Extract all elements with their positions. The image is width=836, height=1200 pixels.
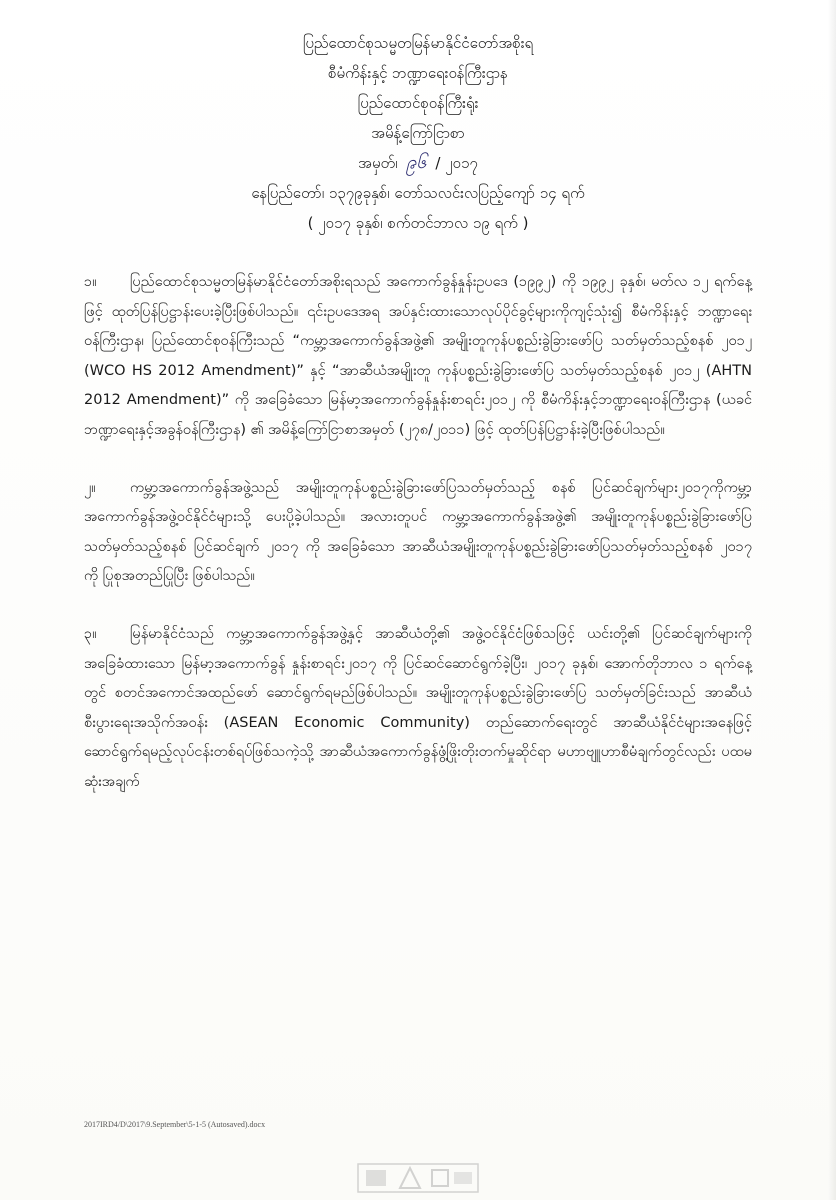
notification-number-prefix: အမှတ်၊ <box>358 154 398 172</box>
document-body <box>84 268 752 826</box>
document-header <box>0 28 836 238</box>
paragraph-1 <box>84 268 752 446</box>
union-minister-office: ပြည်ထောင်စုဝန်ကြီးရုံး <box>357 94 479 112</box>
notification-title: အမိန့်ကြော်ငြာစာ <box>371 124 465 142</box>
myanmar-date-line: နေပြည်တော်၊ ၁၃၇၉ခုနှစ်၊ တော်သလင်းလပြည့်ကျော် ၁၄ ရက် <box>251 184 585 202</box>
paragraph-3 <box>84 620 752 798</box>
ministry-name: စီမံကိန်းနှင့် ဘဏ္ဍာရေးဝန်ကြီးဌာန <box>328 64 508 82</box>
paragraph-number: ၁။ <box>84 274 97 290</box>
paragraph-text: ကမ္ဘာ့အကောက်ခွန်အဖွဲ့သည် အမျိုးတူကုန်ပစ္စည်းခွဲခြားဖော်ပြသတ်မှတ်သည့် စနစ် ပြင်ဆင်ချက်များ၂၀၁၇ကိုကမ္ဘာ့အကောက်ခွန်အဖွဲ့ဝင်နိုင်ငံများသို့ ပေးပို့ခဲ့ပါသည်။ အလားတူပင် ကမ္ဘာ့အကောက်ခွန်အဖွဲ့၏ အမျိုးတူကုန်ပစ္စည်းခွဲခြားဖော်ပြသတ်မှတ်သည့်စနစ် ပြင်ဆင်ချက် ၂၀၁၇ ကို အခြေခံသော အာဆီယံအမျိုးတူကုန်ပစ္စည်းခွဲခြားဖော်ပြသတ်မှတ်သည့်စနစ် ၂၀၁၇ ကို ပြုစုအတည်ပြုပြီး ဖြစ်ပါသည်။ <box>84 479 752 585</box>
paragraph-text: မြန်မာနိုင်ငံသည် ကမ္ဘာ့အကောက်ခွန်အဖွဲ့နှင့် အာဆီယံတို့၏ အဖွဲ့ဝင်နိုင်ငံဖြစ်သဖြင့် ယင်းတို့၏ ပြင်ဆင်ချက်များကို အခြေခံထားသော မြန်မာ့အကောက်ခွန် နှုန်းစာရင်း၂၀၁၇ ကို ပြင်ဆင်ဆောင်ရွက်ခဲ့ပြီး၊ ၂၀၁၇ ခုနှစ်၊ အောက်တိုဘာလ ၁ ရက်နေ့တွင် စတင်အကောင်အထည်ဖော် ဆောင်ရွက်ရမည်ဖြစ်ပါသည်။ အမျိုးတူကုန်ပစ္စည်းခွဲခြားဖော်ပြ သတ်မှတ်ခြင်းသည် အာဆီယံစီးပွားရေးအသိုက်အဝန်း (ASEAN Economic Community) တည်ဆောက်ရေးတွင် အာဆီယံနိုင်ငံများအနေဖြင့် ဆောင်ရွက်ရမည့်လုပ်ငန်းတစ်ရပ်ဖြစ်သကဲ့သို့ အာဆီယံအကောက်ခွန်ဖွံ့ဖြိုးတိုးတက်မှုဆိုင်ရာ မဟာဗျူဟာစီမံချက်တွင်လည်း ပထမဆုံးအချက် <box>84 625 752 790</box>
paragraph-number: ၃။ <box>84 625 97 642</box>
paragraph-2 <box>84 474 752 592</box>
notification-number-line <box>0 148 836 178</box>
paragraph-text: ပြည်ထောင်စုသမ္မတမြန်မာနိုင်ငံတော်အစိုးရသည် အကောက်ခွန်နှုန်းဥပဒေ (၁၉၉၂) ကို ၁၉၉၂ ခုနှစ်၊ မတ်လ ၁၂ ရက်နေ့ဖြင့် ထုတ်ပြန်ပြဋ္ဌာန်းပေးခဲ့ပြီးဖြစ်ပါသည်။ ၎င်းဥပဒေအရ အပ်နှင်းထားသောလုပ်ပိုင်ခွင့်များကိုကျင့်သုံး၍ စီမံကိန်းနှင့် ဘဏ္ဍာရေးဝန်ကြီးဌာန၊ ပြည်ထောင်စုဝန်ကြီးသည် “ကမ္ဘာ့အကောက်ခွန်အဖွဲ့၏ အမျိုးတူကုန်ပစ္စည်းခွဲခြားဖော်ပြ သတ်မှတ်သည့်စနစ် ၂၀၁၂ (WCO HS 2012 Amendment)” နှင့် “အာဆီယံအမျိုးတူ ကုန်ပစ္စည်းခွဲခြားဖော်ပြ သတ်မှတ်သည့်စနစ် ၂၀၁၂ (AHTN 2012 Amendment)” ကို အခြေခံသော မြန်မာ့အကောက်ခွန်နှုန်းစာရင်း၂၀၁၂ ကို စီမံကိန်းနှင့်ဘဏ္ဍာရေးဝန်ကြီးဌာန (ယခင် ဘဏ္ဍာရေးနှင့်အခွန်ဝန်ကြီးဌာန) ၏ အမိန့်ကြော်ငြာစာအမှတ် (၂၇၈/၂၀၁၁) ဖြင့် ထုတ်ပြန်ပြဋ္ဌာန်းခဲ့ပြီးဖြစ်ပါသည်။ <box>84 274 752 438</box>
file-path-footer: 2017IRD4/D\2017\9.September\5-1-5 (Autosaved).docx <box>84 1120 266 1129</box>
government-name: ပြည်ထောင်စုသမ္မတမြန်မာနိုင်ငံတော်အစိုးရ <box>302 34 534 52</box>
paragraph-number: ၂။ <box>84 479 96 496</box>
gregorian-date-line: ( ၂၀၁၇ ခုနှစ်၊ စက်တင်ဘာလ ၁၉ ရက် ) <box>307 214 529 232</box>
notification-number-handwritten: ၉၆ <box>406 152 427 173</box>
notification-number-suffix: / ၂၀၁၇ <box>435 154 478 172</box>
faded-seal-mark <box>356 1160 480 1194</box>
